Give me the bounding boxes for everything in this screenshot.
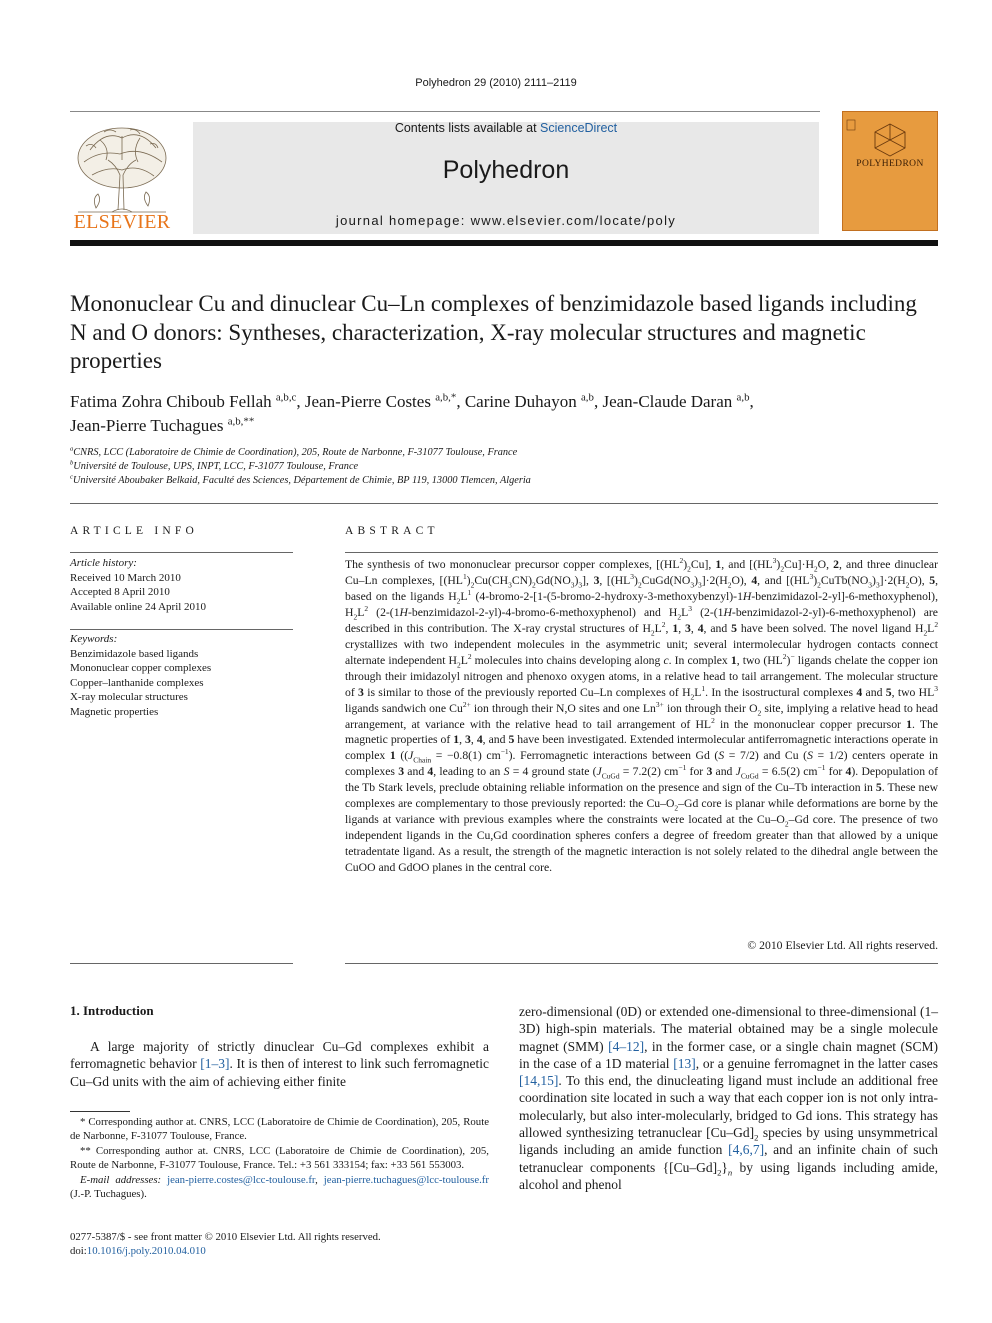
section-heading-introduction: 1. Introduction xyxy=(70,1003,154,1018)
history-online: Available online 24 April 2010 xyxy=(70,600,207,613)
section-rule xyxy=(70,503,938,504)
contents-prefix: Contents lists available at xyxy=(394,121,537,135)
author-separator: , xyxy=(296,392,305,411)
article-history xyxy=(70,556,293,614)
email-label: E-mail addresses: xyxy=(80,1173,162,1186)
cover-title: POLYHEDRON xyxy=(856,159,924,169)
affiliation xyxy=(70,446,940,460)
abstract-body: The synthesis of two mononuclear precursor copper complexes, $[(HL^2)_2Cu]$, 1, and $[(HL^3)_2Cu]\cdot H_2O$, 2, and three dinuclear Cu–Ln complexes, $[(HL^1)_2Cu(CH_3CN)_2Gd(NO_3)_3]$, 3, $[(HL^3)_2CuGd(NO_3)_3]\cdot 2(H_2O)$, 4, and $[(HL^3)_2CuTb(NO_3)_3]\cdot 2(H_2O)$, 5, based on the ligands $H_2L^1$ (4-bromo-2-[1-(5-bromo-2-hydroxy-3-methoxybenzyl)-1H-benzimidazol-2-yl]-6-methoxyphenol), $H_2L^2$ (2-(1H-benzimidazol-2-yl)-4-bromo-6-methoxyphenol) and $H_2L^3$ (2-(1H-benzimidazol-2-yl)-6-methoxyphenol) are described in this contribution. The X-ray crystal structures of $H_2L^2$, 1, 3, 4, and 5 have been solved. The novel ligand $H_2L^2$ crystallizes with two independent molecules in the asymmetric unit; several intermolecular hydrogen contacts connect alternate independent $H_2L^2$ molecules into chains developing along c. In complex 1, two $(HL^2)^-$ ligands chelate the copper ion through their imidazolyl nitrogen and phenoxo oxygen atoms, in a relative head to tail arrangement. The molecular structure of 3 is similar to those of the previously reported Cu–Ln complexes of $H_2L^1$. In the isostructural complexes 4 and 5, two $HL^3$ ligands sandwich one $Cu^{2+}$ ion through their N,O sites and one $Ln^{3+}$ ion through their $O_2$ site, implying a relative head to head arrangement, at variance with the relative head to tail arrangement of $HL^2$ in the mononuclear copper precursor 1. The magnetic properties of 1, 3, 4, and 5 have been investigated. Extended intermolecular antiferromagnetic interactions operate in complex 1 (($J_{Chain} = -0.8(1)$ $cm^{-1}$). Ferromagnetic interactions between Gd (S = 7/2) and Cu (S = 1/2) centers operate in complexes 3 and 4, leading to an S = 4 ground state ($J_{CuGd} = 7.2(2)$ $cm^{-1}$ for 3 and $J_{CuGd} = 6.5(2)$ $cm^{-1}$ for 4). Depopulation of the Tb Stark levels, preclude obtaining reliable information on the presence and sign of the Cu–Tb interaction in 5. These new complexes are complementary to those previously reported: the $Cu-O_2-Gd$ core is planar while deformations are borne by the ligands at variance with previous examples where the constraints were located at the $Cu-O_2-Gd$ core. The presence of two independent ligands in the Cu,Gd coordination spheres confers a degree of freedom greater than that allowed by a unique tetradentate ligand. As a result, the strength of the magnetic interaction is not solely related to the dihedral angle between the CuOO and GdOO planes in the central core. xyxy=(345,556,939,875)
author-affiliation-mark: a,b xyxy=(580,391,594,404)
affiliation-mark: b xyxy=(70,459,74,467)
author-name: Fatima Zohra Chiboub Fellah xyxy=(70,392,272,411)
footnote-corresponding-2: ** Corresponding author at. CNRS, LCC (Laboratoire de Chimie de Coordination), 205, Route de Narbonne, F-31077 Toulouse, France. Tel.: +3 561 333154; fax: +33 561 553003. xyxy=(70,1144,489,1172)
affiliation xyxy=(70,474,940,488)
author-name: Jean-Pierre Costes xyxy=(304,392,431,411)
polyhedron-icon xyxy=(843,116,937,160)
author-affiliation-mark: a,b xyxy=(736,391,750,404)
email-attribution: (J.-P. Tuchagues). xyxy=(70,1188,147,1201)
affiliation-mark: a xyxy=(70,445,74,453)
citation-link[interactable]: [13] xyxy=(673,1055,696,1071)
keyword: Magnetic properties xyxy=(70,705,159,718)
keywords-heading: Keywords: xyxy=(70,633,118,645)
affiliation-text: Université Aboubaker Belkaid, Faculté des Sciences, Département de Chimie, BP 119, 13000 Tlemcen, Algeria xyxy=(72,475,531,486)
citation-link[interactable]: [4–12] xyxy=(608,1038,645,1054)
issn-line: 0277-5387/$ - see front matter © 2010 Elsevier Ltd. All rights reserved. xyxy=(70,1231,381,1243)
article-info-rule xyxy=(70,552,293,553)
abstract-rule xyxy=(345,963,938,964)
author-list xyxy=(70,390,940,438)
author-separator: , xyxy=(749,392,754,411)
citation-link[interactable]: [1–3] xyxy=(200,1056,230,1072)
article-info-rule xyxy=(70,963,293,964)
journal-homepage-link[interactable]: journal homepage: www.elsevier.com/locate/poly xyxy=(335,213,677,228)
author-separator: , xyxy=(456,392,465,411)
article-title: Mononuclear Cu and dinuclear Cu–Ln complexes of benzimidazole based ligands including N and O donors: Syntheses, characterization, X-ray molecular structures and magnetic properties xyxy=(70,291,917,373)
affiliation-text: CNRS, LCC (Laboratoire de Chimie de Coordination), 205, Route de Narbonne, F-31077 Toulouse, France xyxy=(73,447,518,458)
author-affiliation-mark: a,b,c xyxy=(275,391,297,404)
journal-cover-thumbnail xyxy=(842,111,938,231)
keyword: Benzimidazole based ligands xyxy=(70,647,199,660)
author-affiliation-mark: a,b,* xyxy=(435,391,457,404)
author-name: Jean-Claude Daran xyxy=(602,392,733,411)
footnotes xyxy=(70,1115,489,1201)
sciencedirect-link[interactable]: ScienceDirect xyxy=(540,121,618,135)
header-rule xyxy=(70,111,820,112)
abstract-copyright: © 2010 Elsevier Ltd. All rights reserved. xyxy=(747,939,938,952)
author-separator: , xyxy=(593,392,603,411)
citation-link[interactable]: [4,6,7] xyxy=(728,1142,765,1158)
journal-reference: Polyhedron 29 (2010) 2111–2119 xyxy=(415,77,577,89)
abstract-heading: ABSTRACT xyxy=(345,525,439,537)
article-info-rule xyxy=(70,629,293,630)
intro-paragraph-col2: zero-dimensional (0D) or extended one-dimensional to three-dimensional (1–3D) high-spin materials. The material obtained may be a single molecule magnet (SMM) [4–12], in the former case, or a single chain magnet (SCM) in the case of a 1D material [13], or a genuine ferromagnet in the latter cases [14,15]. To this end, the dinucleating ligand must include an additional free coordination site located in such a way that each copper ion is not only intra-molecularly, but also inter-molecularly, bridged to Gd ions. This strategy has allowed synthesizing tetranuclear $[Cu-Gd]_2$ species by using unsymmetrical ligands including an amide function [4,6,7], and an infinite chain of such tetranuclear components $\{[Cu-Gd]_2\}_n$ by using ligands including amide, alcohol and phenol xyxy=(519,1004,938,1192)
doi-line xyxy=(70,1244,489,1258)
doi-link[interactable]: 10.1016/j.poly.2010.04.010 xyxy=(86,1245,206,1258)
email-link-costes[interactable]: jean-pierre.costes@lcc-toulouse.fr xyxy=(167,1173,316,1186)
journal-name: Polyhedron xyxy=(442,156,570,184)
doi-label: doi: xyxy=(70,1245,87,1258)
intro-paragraph-col1: A large majority of strictly dinuclear Cu–Gd complexes exhibit a ferromagnetic behavior [1–3]. It is then of interest to link such ferromagnetic Cu–Gd units with the aim of achieving either finite xyxy=(70,1039,489,1089)
masthead-thick-rule xyxy=(70,240,938,246)
affiliation xyxy=(70,460,940,474)
email-separator: , xyxy=(315,1173,318,1186)
keyword: Copper–lanthanide complexes xyxy=(70,676,204,689)
author-name: Carine Duhayon xyxy=(464,392,577,411)
history-accepted: Accepted 8 April 2010 xyxy=(70,586,170,598)
author-affiliation-mark: a,b,** xyxy=(227,415,255,428)
footnote-rule xyxy=(70,1111,130,1112)
history-received: Received 10 March 2010 xyxy=(70,571,181,584)
author-name: Jean-Pierre Tuchagues xyxy=(70,416,224,435)
footnote-emails xyxy=(70,1173,489,1202)
abstract-rule xyxy=(345,552,938,553)
history-heading: Article history: xyxy=(70,557,137,569)
citation-link[interactable]: [14,15] xyxy=(519,1073,559,1089)
footnote-corresponding-1: * Corresponding author at. CNRS, LCC (Laboratoire de Chimie de Coordination), 205, Route de Narbonne, F-31077 Toulouse, France. xyxy=(70,1116,489,1143)
front-matter-info xyxy=(70,1230,489,1259)
affiliations xyxy=(70,446,940,488)
affiliation-mark: c xyxy=(70,473,73,481)
keyword: Mononuclear copper complexes xyxy=(70,662,212,674)
article-info-heading: ARTICLE INFO xyxy=(70,525,198,537)
keyword: X-ray molecular structures xyxy=(70,691,188,703)
elsevier-wordmark: ELSEVIER xyxy=(73,211,171,233)
affiliation-text: Université de Toulouse, UPS, INPT, LCC, F-31077 Toulouse, France xyxy=(73,461,359,472)
keywords xyxy=(70,632,293,719)
email-link-tuchagues[interactable]: jean-pierre.tuchagues@lcc-toulouse.fr xyxy=(323,1173,490,1186)
contents-line xyxy=(193,121,819,135)
